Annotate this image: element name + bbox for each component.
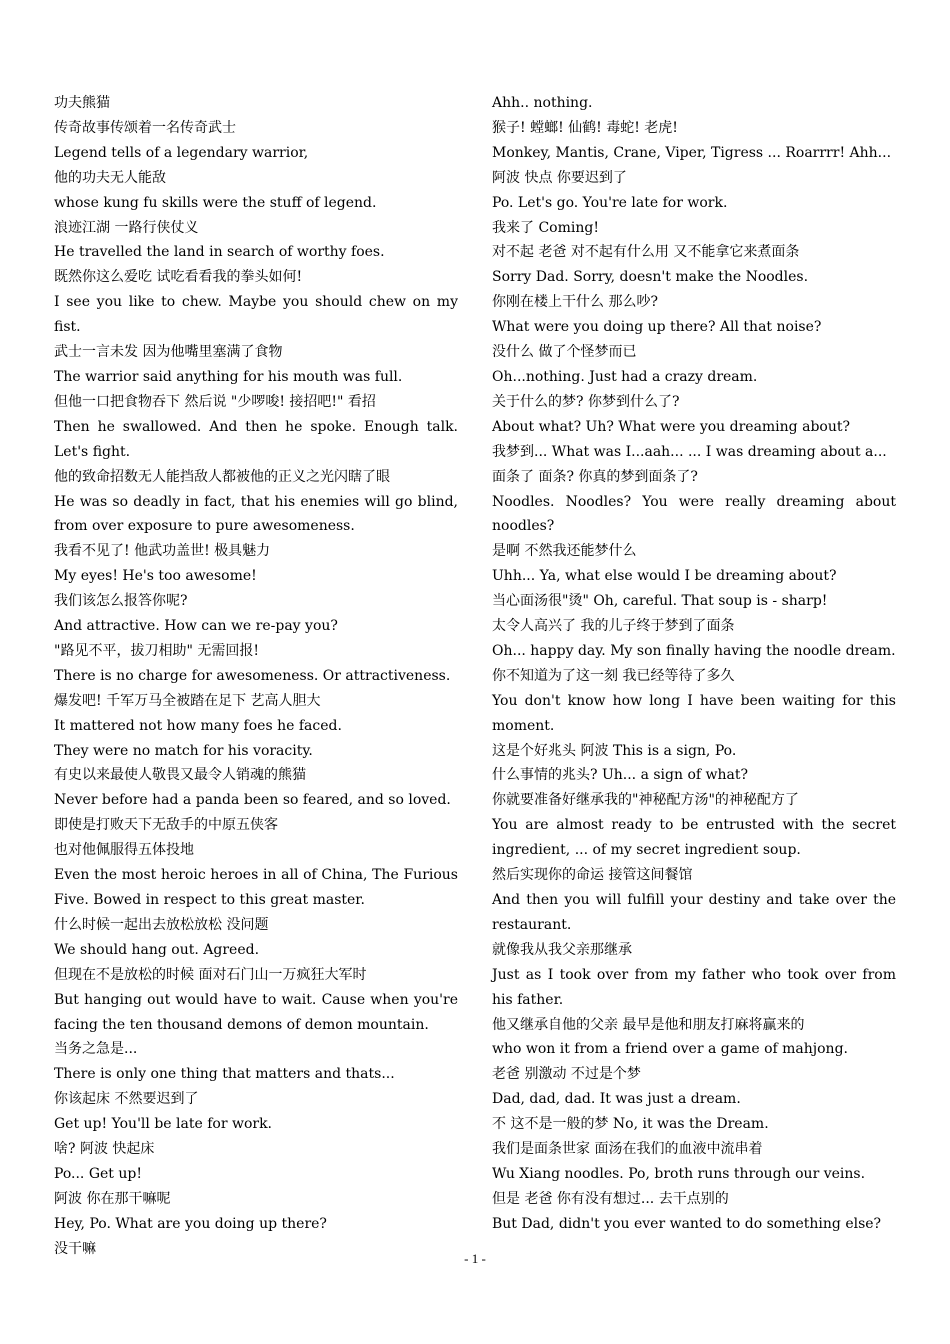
text-line: Legend tells of a legendary warrior, <box>54 144 309 161</box>
text-line: My eyes! He's too awesome! <box>54 568 257 585</box>
text-line: 你就要准备好继承我的"神秘配方汤"的神秘配方了 <box>492 792 799 809</box>
text-line: 什么时候一起出去放松放松 没问题 <box>54 916 269 933</box>
text-line: 当心面汤很"烫" Oh, careful. That soup is - sharp! <box>492 593 828 610</box>
text-line: 当务之急是... <box>54 1041 138 1058</box>
text-line: 猴子! 螳螂! 仙鹤! 毒蛇! 老虎! <box>492 119 678 136</box>
text-line: 也对他佩服得五体投地 <box>54 842 194 859</box>
text-line: 功夫熊猫 <box>54 95 110 111</box>
text-line: Dad, dad, dad. It was just a dream. <box>492 1091 741 1108</box>
text-line: 他的致命招数无人能挡敌人都被他的正义之光闪瞎了眼 <box>54 468 390 485</box>
text-line: They were no match for his voracity. <box>54 742 313 759</box>
text-line: 他的功夫无人能敌 <box>54 169 166 186</box>
text-line: 阿波 你在那干嘛呢 <box>54 1190 171 1207</box>
text-line: 我梦到... What was I...aah... ... I was dreaming about a... <box>492 443 887 460</box>
text-line: 你该起床 不然要迟到了 <box>54 1091 199 1108</box>
text-line: Po. Let's go. You're late for work. <box>492 194 728 211</box>
text-line: Never before had a panda been so feared, and so loved. <box>54 792 451 809</box>
text-line: What were you doing up there? All that noise? <box>492 319 822 336</box>
text-line: There is only one thing that matters and thats... <box>54 1066 395 1083</box>
text-line: Wu Xiang noodles. Po, broth runs through our veins. <box>492 1165 866 1182</box>
text-line: Noodles. Noodles? You were really dreaming about noodles? <box>492 493 896 535</box>
text-line: There is no charge for awesomeness. Or attractiveness. <box>54 667 451 684</box>
text-line: who won it from a friend over a game of mahjong. <box>492 1041 848 1058</box>
text-line: 关于什么的梦? 你梦到什么了? <box>492 393 680 410</box>
text-line: 面条了 面条? 你真的梦到面条了? <box>492 468 698 485</box>
text-line: You are almost ready to be entrusted with the secret ingredient, ... of my secret ingredient soup. <box>492 817 896 859</box>
text-line: 但现在不是放松的时候 面对石门山一万疯狂大军时 <box>54 966 367 983</box>
text-line: Just as I took over from my father who took over from his father. <box>492 966 896 1008</box>
text-line: 太令人高兴了 我的儿子终于梦到了面条 <box>492 618 735 635</box>
text-line: And attractive. How can we re-pay you? <box>54 618 338 635</box>
text-line: He travelled the land in search of worthy foes. <box>54 244 385 261</box>
text-line: 啥? 阿波 快起床 <box>54 1141 155 1158</box>
text-line: "路见不平，拔刀相助" 无需回报! <box>54 642 259 659</box>
text-line: The warrior said anything for his mouth was full. <box>54 368 403 385</box>
text-line: Oh... happy day. My son finally having the noodle dream. <box>492 642 896 659</box>
text-line: You don't know how long I have been waiting for this moment. <box>492 692 896 734</box>
text-line: Sorry Dad. Sorry, doesn't make the Noodles. <box>492 269 809 286</box>
text-line: whose kung fu skills were the stuff of legend. <box>54 194 377 211</box>
right-text-column <box>492 91 896 1237</box>
text-line: About what? Uh? What were you dreaming about? <box>492 418 850 435</box>
text-line: 你刚在楼上干什么 那么吵? <box>492 294 658 311</box>
text-line: Po... Get up! <box>54 1165 142 1182</box>
text-line: 老爸 别激动 不过是个梦 <box>492 1066 641 1083</box>
text-line: 他又继承自他的父亲 最早是他和朋友打麻将赢来的 <box>492 1016 805 1033</box>
text-line: 你不知道为了这一刻 我已经等待了多久 <box>492 667 735 684</box>
text-line: 爆发吧! 千军万马全被踏在足下 艺高人胆大 <box>54 692 321 709</box>
left-text-column <box>54 91 458 1262</box>
text-line: 不 这不是一般的梦 No, it was the Dream. <box>492 1116 769 1133</box>
text-line: But hanging out would have to wait. Cause when you're facing the ten thousand demons of demon mountain. <box>54 991 458 1033</box>
text-line: 浪迹江湖 一路行侠仗义 <box>54 219 199 236</box>
page-number: - 1 - <box>464 1251 486 1266</box>
text-line: Then he swallowed. And then he spoke. Enough talk. Let's fight. <box>54 418 458 460</box>
text-line: 然后实现你的命运 接管这间餐馆 <box>492 867 693 884</box>
text-line: 就像我从我父亲那继承 <box>492 941 632 958</box>
text-line: 什么事情的兆头? Uh... a sign of what? <box>492 767 748 784</box>
text-line: We should hang out. Agreed. <box>54 941 260 958</box>
text-line: And then you will fulfill your destiny and take over the restaurant. <box>492 892 896 933</box>
text-line: 没什么 做了个怪梦而已 <box>492 344 637 361</box>
text-line: 没干嘛 <box>54 1240 96 1257</box>
text-line: Ahh.. nothing. <box>492 95 593 111</box>
text-line: Even the most heroic heroes in all of China, The Furious Five. Bowed in respect to this great master. <box>54 867 458 908</box>
text-line: 阿波 快点 你要迟到了 <box>492 169 627 186</box>
text-line: 既然你这么爱吃 试吃看看我的拳头如何! <box>54 269 303 286</box>
text-line: 武士一言未发 因为他嘴里塞满了食物 <box>54 344 283 361</box>
text-line: 这是个好兆头 阿波 This is a sign, Po. <box>492 742 737 759</box>
text-line: 我们该怎么报答你呢? <box>54 593 188 610</box>
text-line: 传奇故事传颂着一名传奇武士 <box>54 119 236 136</box>
text-line: Monkey, Mantis, Crane, Viper, Tigress ... Roarrrr! Ahh... <box>492 144 892 161</box>
text-line: Hey, Po. What are you doing up there? <box>54 1215 327 1232</box>
text-line: But Dad, didn't you ever wanted to do something else? <box>492 1215 882 1232</box>
text-line: He was so deadly in fact, that his enemies will go blind, from over exposure to pure awesomeness. <box>54 493 458 535</box>
text-line: 是啊 不然我还能梦什么 <box>492 543 637 560</box>
text-line: 但他一口把食物吞下 然后说 "少啰唆! 接招吧!" 看招 <box>54 393 376 410</box>
text-line: 我来了 Coming! <box>492 219 599 236</box>
text-line: Get up! You'll be late for work. <box>54 1116 272 1133</box>
text-line: 有史以来最使人敬畏又最令人销魂的熊猫 <box>54 767 306 784</box>
text-line: Oh...nothing. Just had a crazy dream. <box>492 368 758 385</box>
text-line: I see you like to chew. Maybe you should chew on my fist. <box>54 294 458 336</box>
text-line: 我看不见了! 他武功盖世! 极具魅力 <box>54 543 271 560</box>
text-line: 对不起 老爸 对不起有什么用 又不能拿它来煮面条 <box>492 244 800 261</box>
text-line: 但是 老爸 你有没有想过... 去干点别的 <box>492 1190 729 1207</box>
text-line: Uhh... Ya, what else would I be dreaming about? <box>492 568 837 585</box>
text-line: 即使是打败天下无敌手的中原五侠客 <box>54 817 278 834</box>
text-line: It mattered not how many foes he faced. <box>54 717 342 734</box>
text-line: 我们是面条世家 面汤在我们的血液中流串着 <box>492 1141 763 1158</box>
